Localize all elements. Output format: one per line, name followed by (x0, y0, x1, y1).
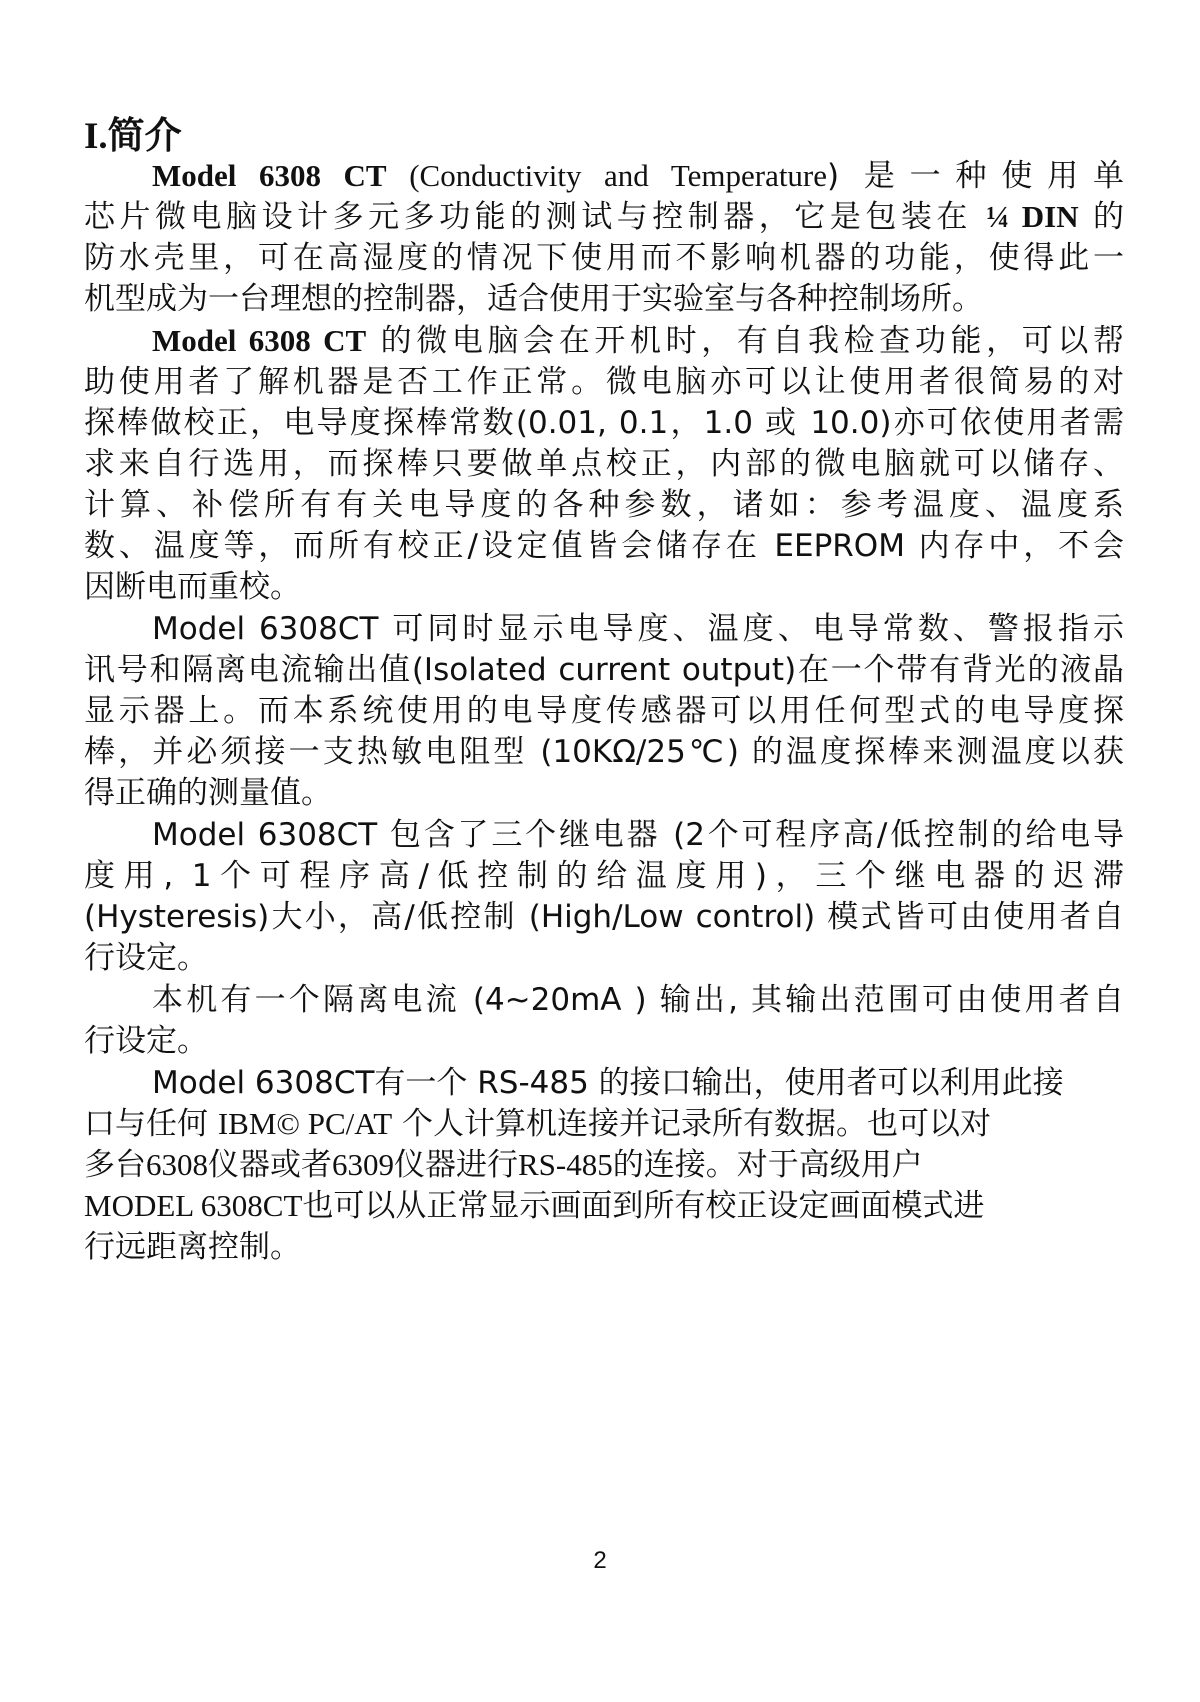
paragraph-3-line-4: 棒，并必须接一支热敏电阻型 (10KΩ/25℃) 的温度探棒来测温度以获 (84, 734, 1124, 770)
paragraph-3-line-5: 得正确的测量值。 (84, 775, 332, 811)
paragraph-6-line-5: 行远距离控制。 (84, 1229, 301, 1265)
text-run: 个人计算机连接并记录所有数据。也可以对 (392, 1106, 992, 1142)
paragraph-6-line-1: Model 6308CT有一个 RS-485 的接口输出，使用者可以利用此接 (152, 1065, 1064, 1101)
paragraph-3-line-3: 显示器上。而本系统使用的电导度传感器可以用任何型式的电导度探 (84, 693, 1124, 729)
paragraph-4-line-2: 度用, 1个可程序高/低控制的给温度用)，三个继电器的迟滞 (84, 858, 1124, 894)
section-title: 简介 (107, 114, 182, 157)
paragraph-4-line-3: (Hysteresis)大小，高/低控制 (High/Low control) 模式皆可由使用者自 (84, 899, 1124, 935)
model-name: Model 6308 CT (152, 323, 367, 358)
page-number: 2 (593, 1547, 607, 1574)
document-page (84, 0, 1124, 1702)
din-label: ¼ DIN (986, 199, 1079, 234)
text-run: C (419, 158, 441, 193)
text-run: 仪器或者 (208, 1147, 332, 1183)
text-run: 6309 (332, 1147, 394, 1182)
model-name: Model 6308 CT (152, 158, 387, 193)
paragraph-2-line-2: 助使用者了解机器是否工作正常。微电脑亦可以让使用者很简易的对 (84, 364, 1124, 400)
text-run: RS-485 (518, 1147, 613, 1182)
text-run: 的微电脑会在开机时，有自我检查功能，可以帮 (366, 323, 1124, 359)
text-run: onductivity and (440, 158, 671, 193)
paragraph-1-line-3: 防水壳里，可在高湿度的情况下使用而不影响机器的功能，使得此一 (84, 240, 1124, 276)
text-run: 芯片微电脑设计多元多功能的测试与控制器，它是包装在 (84, 199, 987, 235)
paragraph-6-line-2 (84, 1101, 1124, 1147)
paragraph-6-line-3 (84, 1142, 1124, 1188)
paragraph-2-line-4: 求来自行选用，而探棒只要做单点校正，内部的微电脑就可以储存、 (84, 446, 1124, 482)
section-number: I. (84, 116, 108, 157)
text-run: ( (386, 158, 420, 193)
paragraph-3-line-2: 讯号和隔离电流输出值(Isolated current output)在一个带有背光的液晶 (84, 652, 1124, 688)
paragraph-3-line-1: Model 6308CT 可同时显示电导度、温度、电导常数、警报指示 (152, 611, 1124, 647)
paragraph-1-line-1 (152, 153, 1124, 199)
text-run: 口与任何 (84, 1106, 218, 1142)
paragraph-2-line-7: 因断电而重校。 (84, 569, 301, 605)
text-run: T (670, 158, 688, 193)
paragraph-2-line-3: 探棒做校正，电导度探棒常数(0.01, 0.1，1.0 或 10.0)亦可依使用者需 (84, 405, 1124, 441)
ibm-pc-label: IBM© PC/AT (217, 1106, 393, 1141)
text-run: 多台 (84, 1147, 146, 1183)
model-name: MODEL 6308CT (84, 1188, 303, 1223)
text-run: ) 是一种使用单 (827, 158, 1124, 194)
paragraph-5-line-1: 本机有一个隔离电流 (4~20mA ) 输出, 其输出范围可由使用者自 (152, 982, 1124, 1018)
paragraph-6-line-4 (84, 1183, 1124, 1229)
paragraph-4-line-4: 行设定。 (84, 940, 208, 976)
paragraph-4-line-1: Model 6308CT 包含了三个继电器 (2个可程序高/低控制的给电导 (152, 817, 1124, 853)
text-run: 的连接。对于高级用户 (612, 1147, 923, 1183)
text-run: emperature (687, 158, 828, 193)
text-run: 的 (1078, 199, 1124, 235)
paragraph-1-line-4: 机型成为一台理想的控制器，适合使用于实验室与各种控制场所。 (84, 281, 983, 317)
paragraph-2-line-1 (152, 318, 1124, 364)
text-run: 仪器进行 (394, 1147, 518, 1183)
text-run: 也可以从正常显示画面到所有校正设定画面模式进 (302, 1188, 985, 1224)
text-run: 6308 (146, 1147, 208, 1182)
paragraph-1-line-2 (84, 194, 1124, 240)
paragraph-5-line-2: 行设定。 (84, 1023, 208, 1059)
paragraph-2-line-5: 计算、补偿所有有关电导度的各种参数，诸如：参考温度、温度系 (84, 487, 1124, 523)
paragraph-2-line-6: 数、温度等，而所有校正/设定值皆会储存在 EEPROM 内存中，不会 (84, 528, 1124, 564)
